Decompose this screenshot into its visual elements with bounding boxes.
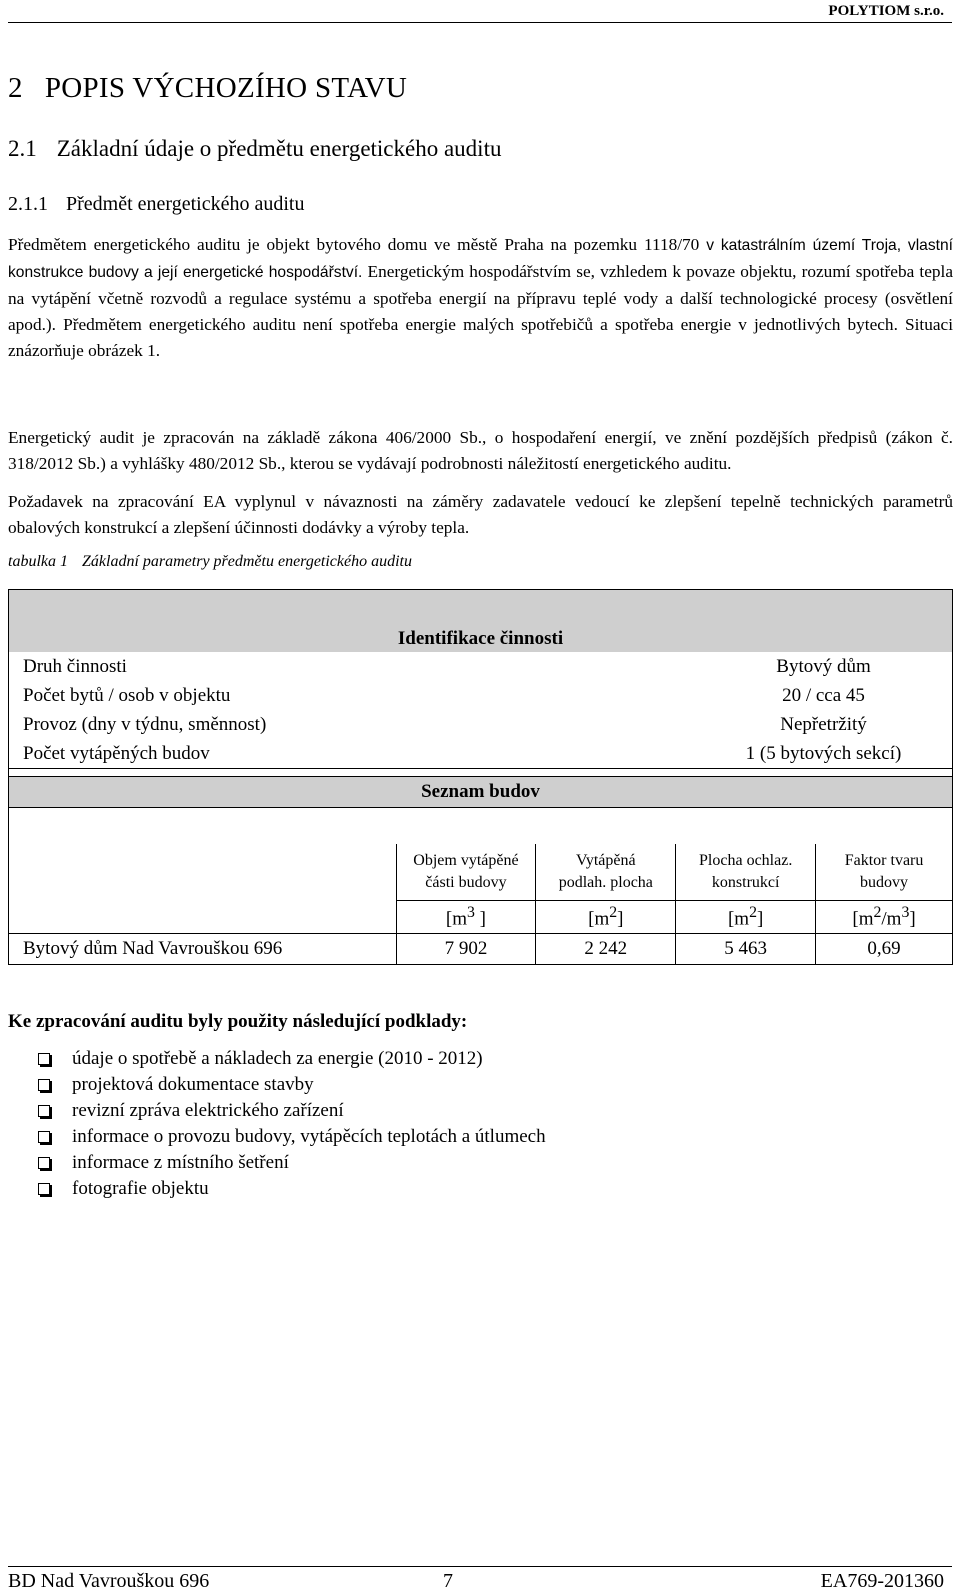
paragraph-subject-part-a: Předmětem energetického auditu je objekt bytového domu ve městě Praha na pozemku 1118/70	[8, 235, 700, 254]
unit-exponent: 2	[873, 903, 882, 921]
checkbox-bullet-icon	[38, 1183, 50, 1195]
unit-text: /m	[881, 908, 902, 930]
unit-text: [m	[445, 908, 467, 930]
paragraph-requirement: Požadavek na zpracování EA vyplynul v návaznosti na záměry zadavatele vedoucí ke zlepšení tepelně technických parametrů obalových konstrukcí a zlepšení účinnosti dodávky a výroby tepla.	[8, 492, 953, 537]
column-header	[396, 844, 536, 901]
column-header-line: konstrukcí	[711, 874, 780, 891]
identification-value: 20 / cca 45	[315, 681, 952, 710]
heading-2	[8, 136, 501, 162]
heading-3	[8, 193, 304, 216]
unit-exponent: 2	[609, 903, 618, 921]
list-item	[38, 1176, 546, 1202]
footer-document-title: BD Nad Vavrouškou 696	[8, 1570, 210, 1592]
identification-heading: Identifikace činnosti	[9, 590, 953, 653]
column-header	[536, 844, 676, 901]
empty-cell	[9, 844, 397, 901]
table-row	[9, 652, 953, 681]
table-row	[9, 934, 953, 965]
column-header-line: Vytápěná	[576, 852, 636, 869]
unit-cell	[816, 901, 953, 934]
column-header-line: části budovy	[425, 874, 507, 891]
checkbox-bullet-icon	[38, 1053, 50, 1065]
column-header	[676, 844, 816, 901]
column-header-line: Objem vytápěné	[413, 852, 519, 869]
table-spacer	[9, 808, 953, 845]
unit-text: [m	[588, 908, 610, 930]
unit-cell	[396, 901, 536, 934]
footer-rule	[8, 1566, 952, 1567]
unit-text: ]	[617, 908, 624, 930]
buildings-heading: Seznam budov	[9, 777, 953, 808]
list-item-text: revizní zpráva elektrického zařízení	[72, 1100, 344, 1121]
list-item	[38, 1150, 546, 1176]
column-header	[816, 844, 953, 901]
unit-exponent: 2	[749, 903, 758, 921]
unit-text: [m	[852, 908, 874, 930]
table-row	[9, 710, 953, 739]
footer-document-code: EA769-201360	[820, 1570, 944, 1592]
unit-cell	[676, 901, 816, 934]
checkbox-bullet-icon	[38, 1131, 50, 1143]
column-header-line: podlah. plocha	[558, 874, 653, 891]
unit-exponent: 3	[901, 903, 910, 921]
checkbox-bullet-icon	[38, 1105, 50, 1117]
sources-list	[38, 1046, 546, 1202]
list-item-text: fotografie objektu	[72, 1178, 209, 1199]
building-value: 0,69	[816, 934, 953, 965]
building-value: 2 242	[536, 934, 676, 965]
table-caption-title: Základní parametry předmětu energetického auditu	[82, 553, 412, 570]
list-item	[38, 1046, 546, 1072]
building-value: 5 463	[676, 934, 816, 965]
list-item	[38, 1072, 546, 1098]
heading-3-text: Předmět energetického auditu	[66, 193, 305, 215]
unit-cell	[536, 901, 676, 934]
unit-text: ]	[479, 908, 486, 930]
heading-3-number: 2.1.1	[8, 193, 48, 215]
table-row	[9, 739, 953, 769]
identification-label: Provoz (dny v týdnu, směnnost)	[9, 710, 316, 739]
footer-page-number: 7	[443, 1570, 453, 1592]
heading-2-number: 2.1	[8, 136, 37, 161]
paragraph-subject-part-b: v katastrálním území Troja, vlastní konstrukce budovy a její energetické hospodářství.	[8, 237, 953, 281]
identification-value: 1 (5 bytových sekcí)	[315, 739, 952, 769]
header-company: POLYTIOM s.r.o.	[828, 3, 944, 19]
paragraph-subject	[8, 232, 953, 364]
table-row	[9, 681, 953, 710]
unit-text: ]	[909, 908, 916, 930]
heading-1-number: 2	[8, 72, 23, 104]
column-header-line: Faktor tvaru	[844, 852, 924, 869]
list-item-text: údaje o spotřebě a nákladech za energie (2010 - 2012)	[72, 1048, 483, 1069]
header-rule	[8, 22, 952, 23]
checkbox-bullet-icon	[38, 1079, 50, 1091]
unit-text: ]	[757, 908, 764, 930]
identification-value: Bytový dům	[315, 652, 952, 681]
building-name: Bytový dům Nad Vavrouškou 696	[9, 934, 397, 965]
checkbox-bullet-icon	[38, 1157, 50, 1169]
identification-label: Druh činnosti	[9, 652, 316, 681]
heading-2-text: Základní údaje o předmětu energetického auditu	[56, 136, 502, 161]
list-item-text: informace o provozu budovy, vytápěcích teplotách a útlumech	[72, 1126, 546, 1147]
unit-text: [m	[727, 908, 750, 930]
heading-1-text: POPIS VÝCHOZÍHO STAVU	[44, 72, 408, 104]
sources-title: Ke zpracování auditu byly použity následující podklady:	[8, 1011, 468, 1032]
column-header-line: Plocha ochlaz.	[699, 852, 793, 869]
table-caption-label: tabulka 1	[8, 553, 68, 570]
identification-table	[8, 589, 953, 795]
identification-label: Počet bytů / osob v objektu	[9, 681, 316, 710]
list-item-text: informace z místního šetření	[72, 1152, 289, 1173]
paragraph-subject-part-c: Energetickým hospodářstvím se, vzhledem k povaze objektu, rozumí spotřeba tepla na vytápění včetně rozvodů a regulace systému a spotřeba energií na přípravu teplé vody a další technologické procesy (osvětlení apod.). Předmětem energetického auditu není spotřeba energie malých spotřebičů a spotřeba energie v jednotlivých bytech. Situaci znázorňuje obrázek 1.	[8, 262, 953, 360]
heading-1	[8, 72, 407, 105]
buildings-table	[8, 776, 953, 965]
paragraph-legal-basis: Energetický audit je zpracován na základě zákona 406/2000 Sb., o hospodaření energií, ve znění pozdějších předpisů (zákon č. 318/2012 Sb.) a vyhlášky 480/2012 Sb., kterou se vydávají podrobnosti náležitostí energetického auditu.	[8, 428, 953, 473]
list-item	[38, 1098, 546, 1124]
unit-exponent: 3	[467, 903, 475, 921]
list-item	[38, 1124, 546, 1150]
column-header-line: budovy	[860, 874, 909, 891]
identification-label: Počet vytápěných budov	[9, 739, 316, 769]
identification-value: Nepřetržitý	[315, 710, 952, 739]
list-item-text: projektová dokumentace stavby	[72, 1074, 314, 1095]
building-value: 7 902	[396, 934, 536, 965]
table-caption	[8, 553, 412, 571]
empty-cell	[9, 901, 397, 934]
